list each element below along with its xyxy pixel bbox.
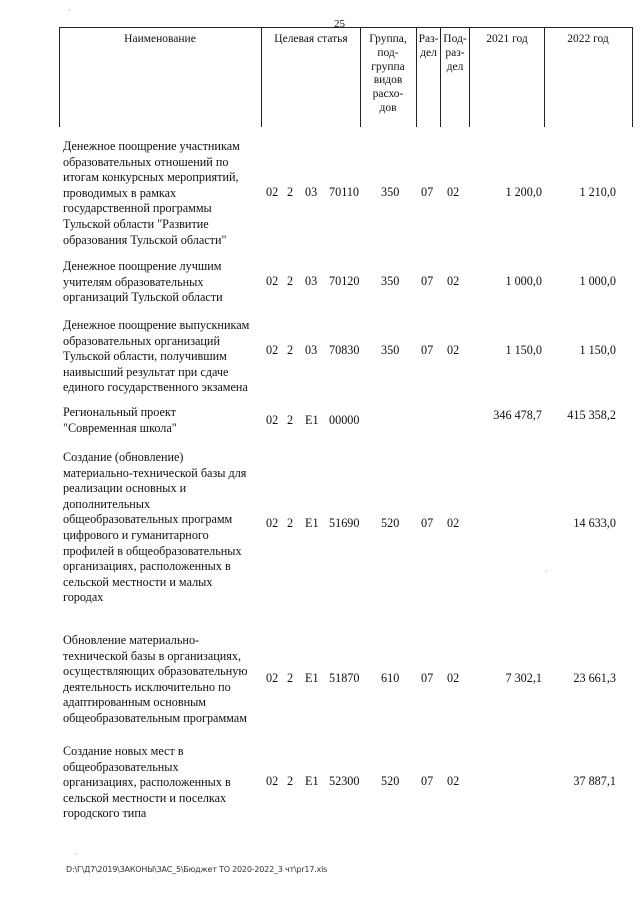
amount-2021: 7 302,1 [505, 671, 542, 685]
scan-speck: · [75, 850, 78, 859]
row-name: Создание новых мест в общеобразовательных организациях, расположенных в сельской местности и поселках городского типа [63, 744, 231, 821]
target-code-direction: 70830 [329, 343, 360, 357]
section: 07 [421, 274, 434, 288]
target-code-program: 02 [266, 774, 279, 788]
target-code-program: 02 [266, 671, 279, 685]
header-subsection: Под- раз- дел [443, 33, 467, 73]
amount-2021: 1 200,0 [505, 185, 542, 199]
header-year-2021: 2021 год [486, 33, 528, 45]
subsection: 02 [447, 774, 460, 788]
target-code-event: 03 [305, 343, 318, 357]
target-code-event: E1 [305, 516, 319, 530]
section: 07 [421, 671, 434, 685]
target-code-program: 02 [266, 516, 279, 530]
target-code-subprogram: 2 [287, 516, 294, 530]
header-name: Наименование [124, 33, 196, 45]
target-code-subprogram: 2 [287, 671, 294, 685]
amount-2022: 415 358,2 [567, 408, 616, 422]
row-name: Создание (обновление) материально-технической базы для реализации основных и дополнительных общеобразовательных программ цифрового и гуманитарного профилей в общеобразовательных организациях, расположенных в сельской местности и малых городах [63, 450, 247, 605]
amount-2021: 1 000,0 [505, 274, 542, 288]
target-code-event: E1 [305, 774, 319, 788]
target-code-direction: 70110 [329, 185, 360, 199]
amount-2021: 1 150,0 [505, 343, 542, 357]
target-code-subprogram: 2 [287, 413, 294, 427]
amount-2022: 1 150,0 [579, 343, 616, 357]
scan-speck: · [68, 6, 71, 15]
expense-group: 520 [381, 516, 400, 530]
target-code-direction: 70120 [329, 274, 360, 288]
target-code-program: 02 [266, 343, 279, 357]
section: 07 [421, 185, 434, 199]
subsection: 02 [447, 671, 460, 685]
target-code-event: 03 [305, 185, 318, 199]
target-code-direction: 51870 [329, 671, 360, 685]
expense-group: 520 [381, 774, 400, 788]
expense-group: 350 [381, 274, 400, 288]
target-code-direction: 52300 [329, 774, 360, 788]
row-name: Денежное поощрение лучшим учителям образовательных организаций Тульской области [63, 259, 223, 305]
row-name: Региональный проект "Современная школа" [63, 405, 177, 435]
target-code-event: E1 [305, 413, 319, 427]
amount-2022: 1 210,0 [579, 185, 616, 199]
file-path-footer: D:\Г\Д7\2019\ЗАКОНЫ\ЗАС_5\Бюджет ТО 2020-2022_3 чт\pr17.xls [66, 865, 328, 874]
target-code-program: 02 [266, 413, 279, 427]
target-code-event: E1 [305, 671, 319, 685]
header-year-2022: 2022 год [567, 33, 609, 45]
table-row [0, 139, 640, 255]
row-name: Денежное поощрение выпускникам образовательных организаций Тульской области, получившим наивысший результат при сдаче единого государственного экзамена [63, 318, 250, 395]
expense-group: 350 [381, 343, 400, 357]
header-divider [59, 27, 60, 127]
target-code-program: 02 [266, 274, 279, 288]
section: 07 [421, 343, 434, 357]
target-code-direction: 51690 [329, 516, 360, 530]
table-row [0, 744, 640, 828]
subsection: 02 [447, 274, 460, 288]
table-row [0, 405, 640, 439]
row-name: Обновление материально- технической базы в организациях, осуществляющих образовательную деятельность исключительно по адаптированным основным общеобразовательным программам [63, 633, 248, 725]
target-code-event: 03 [305, 274, 318, 288]
page-number: 25 [334, 18, 345, 30]
section: 07 [421, 516, 434, 530]
subsection: 02 [447, 185, 460, 199]
amount-2022: 37 887,1 [573, 774, 616, 788]
target-code-subprogram: 2 [287, 274, 294, 288]
scan-speck: · [545, 567, 548, 576]
header-divider [261, 27, 262, 127]
amount-2022: 1 000,0 [579, 274, 616, 288]
expense-group: 350 [381, 185, 400, 199]
table-row [0, 450, 640, 610]
amount-2021: 346 478,7 [493, 408, 542, 422]
expense-group: 610 [381, 671, 400, 685]
header-group: Группа, под- группа видов расхо- дов [369, 33, 407, 114]
section: 07 [421, 774, 434, 788]
amount-2022: 23 661,3 [573, 671, 616, 685]
target-code-program: 02 [266, 185, 279, 199]
table-row [0, 259, 640, 309]
amount-2022: 14 633,0 [573, 516, 616, 530]
target-code-direction: 00000 [329, 413, 360, 427]
table-row [0, 318, 640, 400]
target-code-subprogram: 2 [287, 774, 294, 788]
header-top-border [59, 27, 633, 28]
target-code-subprogram: 2 [287, 343, 294, 357]
subsection: 02 [447, 516, 460, 530]
target-code-subprogram: 2 [287, 185, 294, 199]
header-divider [632, 27, 633, 127]
header-section: Раз- дел [418, 33, 439, 59]
table-row [0, 633, 640, 733]
header-target: Целевая статья [274, 33, 348, 45]
subsection: 02 [447, 343, 460, 357]
row-name: Денежное поощрение участникам образовательных отношений по итогам конкурсных мероприятий, проводимых в рамках государственной программы Тульской области "Развитие образования Тульской области" [63, 139, 240, 247]
